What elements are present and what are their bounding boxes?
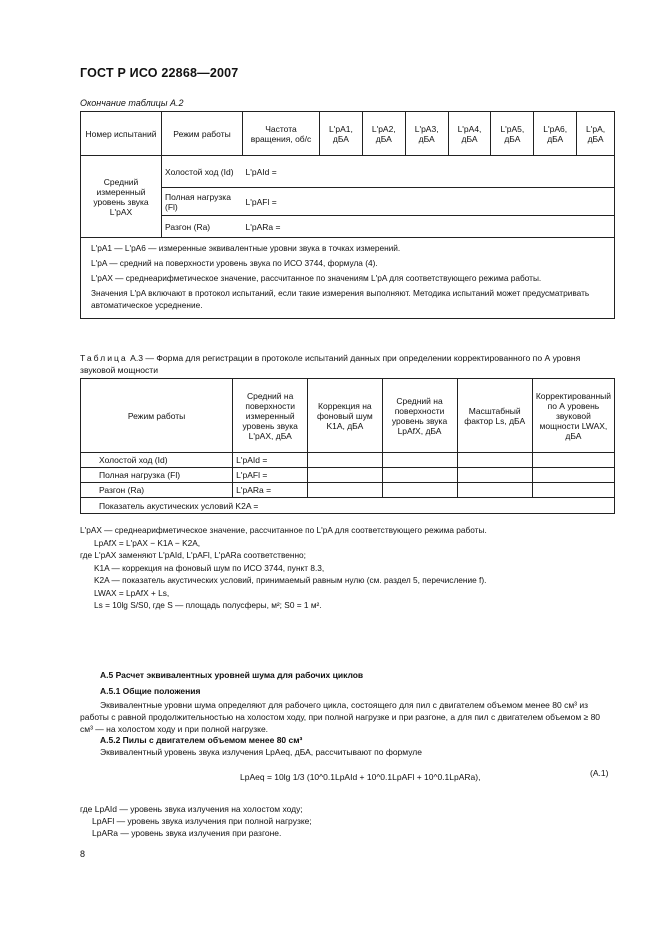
subsection-a52-title: А.5.2 Пилы с двигателем объемом менее 80 см³ bbox=[100, 735, 303, 745]
where-line: где LpAId — уровень звука излучения на холостом ходу; bbox=[80, 804, 303, 814]
table-header-cell: Коррекция на фоновый шум K1A, дБА bbox=[308, 379, 382, 453]
mode-value-cell: L'pAId = bbox=[243, 156, 615, 188]
table-a2-caption: Окончание таблицы А.2 bbox=[80, 98, 184, 108]
document-header: ГОСТ Р ИСО 22868—2007 bbox=[80, 66, 239, 80]
empty-cell bbox=[382, 483, 457, 498]
where-line: LpARa — уровень звука излучения при разгоне. bbox=[92, 828, 282, 838]
table-a2-notes bbox=[81, 238, 615, 319]
where-block bbox=[80, 803, 615, 839]
mode-cell: Холостой ход (Id) bbox=[81, 453, 233, 468]
empty-cell bbox=[382, 453, 457, 468]
caption-text: А.3 — Форма для регистрации в протоколе испытаний данных при определении корректированного по А уровня звуковой мощности bbox=[80, 353, 581, 375]
formula-a1: LpAeq = 10lg 1/3 (10^0.1LpAId + 10^0.1LpAFl + 10^0.1LpARa), bbox=[240, 772, 481, 782]
table-header-cell: Средний на поверхности уровень звука LpAfX, дБА bbox=[382, 379, 457, 453]
formula-line: Ls = 10lg S/S0, где S — площадь полусферы, м²; S0 = 1 м². bbox=[94, 600, 322, 610]
table-header-cell: L'pA6, дБА bbox=[534, 112, 577, 156]
caption-prefix: Таблица bbox=[80, 353, 128, 363]
section-a5-title: А.5 Расчет эквивалентных уровней шума для рабочих циклов bbox=[100, 670, 364, 680]
table-a3-caption bbox=[80, 352, 610, 376]
empty-cell bbox=[532, 483, 614, 498]
empty-cell bbox=[382, 468, 457, 483]
mode-value-cell: L'pAFl = bbox=[243, 188, 615, 216]
subsection-a51-title: А.5.1 Общие положения bbox=[100, 686, 201, 696]
empty-cell bbox=[308, 483, 382, 498]
table-header-cell: L'pA3, дБА bbox=[405, 112, 448, 156]
table-header-cell: Средний на поверхности измеренный уровень звука L'pAX, дБА bbox=[233, 379, 308, 453]
empty-cell bbox=[308, 468, 382, 483]
mode-cell: Полная нагрузка (Fl) bbox=[81, 468, 233, 483]
note-line: L'pAX — среднеарифметическое значение, рассчитанное по L'pA для соответствующего режима работы. bbox=[80, 525, 487, 535]
note-line: K2A — показатель акустических условий, принимаемый равным нулю (см. раздел 5, перечисление f). bbox=[94, 575, 487, 585]
value-cell: L'pAFl = bbox=[233, 468, 308, 483]
empty-cell bbox=[457, 468, 532, 483]
mode-cell: Разгон (Ra) bbox=[162, 216, 243, 238]
empty-cell bbox=[457, 453, 532, 468]
note-line: L'pAX — среднеарифметическое значение, рассчитанное по значениям L'pA для соответствующего режима работы. bbox=[91, 273, 542, 283]
note-line: Значения L'pA включают в протокол испытаний, если такие измерения выполняют. Методика испытаний может предусматривать автоматическое усреднение. bbox=[91, 288, 590, 310]
empty-cell bbox=[532, 453, 614, 468]
table-header-cell: L'pA4, дБА bbox=[448, 112, 491, 156]
table-a3-notes bbox=[80, 524, 610, 612]
mode-cell: Полная нагрузка (Fl) bbox=[162, 188, 243, 216]
formula-line: LpAfX = L'pAX − K1A − K2A, bbox=[94, 537, 201, 548]
table-a2 bbox=[80, 111, 615, 319]
page-number: 8 bbox=[80, 849, 86, 859]
empty-cell bbox=[457, 483, 532, 498]
where-line: LpAFl — уровень звука излучения при полной нагрузке; bbox=[92, 816, 312, 826]
table-header-cell: Корректированный по А уровень звуковой мощности LWAX, дБА bbox=[532, 379, 614, 453]
formula-line: LWAX = LpAfX + Ls, bbox=[94, 587, 170, 598]
mode-cell: Разгон (Ra) bbox=[81, 483, 233, 498]
table-header-cell: L'pA1, дБА bbox=[320, 112, 363, 156]
table-header-cell: L'pA2, дБА bbox=[362, 112, 405, 156]
formula-number: (А.1) bbox=[590, 768, 609, 778]
env-conditions-row: Показатель акустических условий K2A = bbox=[81, 498, 615, 514]
table-header-cell: Режим работы bbox=[162, 112, 243, 156]
table-header-cell: Масштабный фактор Ls, дБА bbox=[457, 379, 532, 453]
note-line: L'pA — средний на поверхности уровень звука по ИСО 3744, формула (4). bbox=[91, 258, 378, 268]
empty-cell bbox=[532, 468, 614, 483]
table-header-cell: L'pA5, дБА bbox=[491, 112, 534, 156]
note-line: K1A — коррекция на фоновый шум по ИСО 3744, пункт 8.3, bbox=[94, 562, 325, 573]
note-line: где L'pAX заменяют L'pAId, L'pAFl, L'pARa соответственно; bbox=[80, 550, 306, 560]
table-header-cell: Частота вращения, об/с bbox=[243, 112, 320, 156]
mode-cell: Холостой ход (Id) bbox=[162, 156, 243, 188]
table-header-cell: Номер испытаний bbox=[81, 112, 162, 156]
subsection-a52-text: Эквивалентный уровень звука излучения LpAeq, дБА, рассчитывают по формуле bbox=[100, 747, 422, 757]
empty-cell bbox=[308, 453, 382, 468]
value-cell: L'pARa = bbox=[233, 483, 308, 498]
mode-value-cell: L'pARa = bbox=[243, 216, 615, 238]
value-cell: L'pAId = bbox=[233, 453, 308, 468]
note-line: L'pA1 — L'pA6 — измеренные эквивалентные уровни звука в точках измерений. bbox=[91, 243, 401, 253]
table-header-cell: L'pA, дБА bbox=[577, 112, 615, 156]
row-label-cell: Средний измеренный уровень звука L'pAX bbox=[81, 156, 162, 238]
subsection-a51-text: Эквивалентные уровни шума определяют для рабочего цикла, состоящего для пил с двигателем объемом менее 80 см³ из работы с равной продолжительностью на холостом ходу, при полной нагрузке и при разгоне, а для пил с двигателем объемом ≥ 80 см³ — на холостом ходу и при полной нагрузке. bbox=[80, 700, 601, 734]
table-a3 bbox=[80, 378, 615, 514]
table-header-cell: Режим работы bbox=[81, 379, 233, 453]
